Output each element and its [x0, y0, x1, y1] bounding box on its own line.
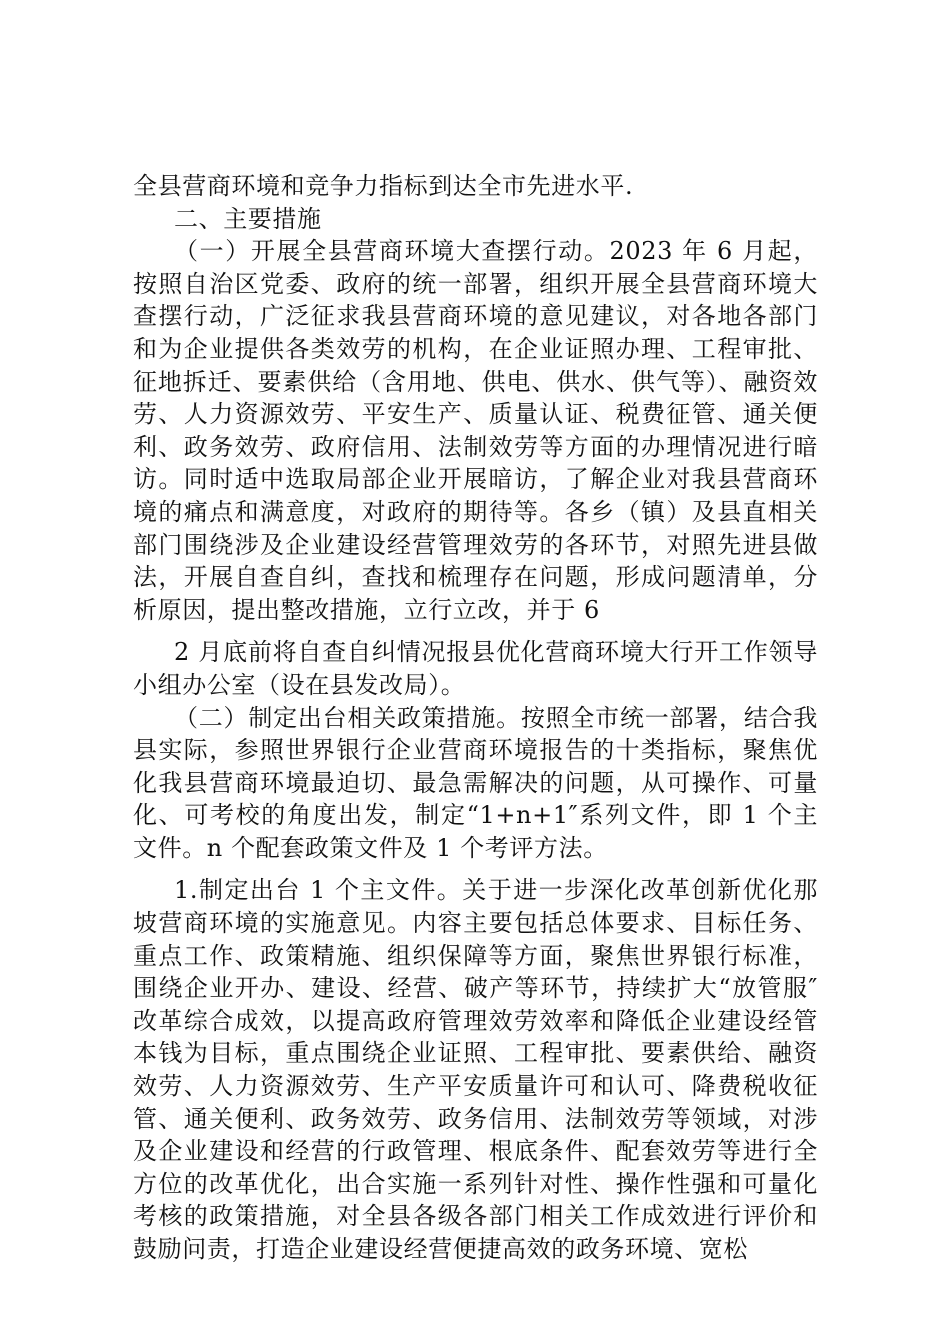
section-heading: 二、主要措施 [174, 204, 322, 233]
paragraph-deadline: 2 月底前将自查自纠情况报县优化营商环境大行开工作领导小组办公室（设在县发改局）。 [133, 638, 818, 699]
paragraph-main-document: 1.制定出台 1 个主文件。关于进一步深化改革创新优化那坡营商环境的实施意见。内容主要包括总体要求、目标任务、重点工作、政策精施、组织保障等方面，聚焦世界银行标准，围绕企业开办、建设、经营、破产等环节，持续扩大“放管服″改革综合成效，以提高政府管理效劳效率和降低企业建设经管本钱为目标，重点围绕企业证照、工程审批、要素供给、融资效劳、人力资源效劳、生产平安质量许可和认可、降费税收征管、通关便利、政务效劳、政务信用、法制效劳等领域，对涉及企业建设和经营的行政管理、根底条件、配套效劳等进行全方位的改革优化，出合实施一系列针对性、操作性强和可量化考核的政策措施，对全县各级各部门相关工作成效进行评价和鼓励问责，打造企业建设经营便捷高效的政务环境、宽松 [133, 876, 818, 1263]
paragraph-measure-2: （二）制定出台相关政策措施。按照全市统一部署，结合我县实际，参照世界银行企业营商环境报告的十类指标，聚焦优化我县营商环境最迫切、最急需解决的问题，从可操作、可量化、可考校的角度出发，制定“1+n+1″系列文件，即 1 个主文件。n 个配套政策文件及 1 个考评方法。 [133, 703, 818, 862]
paragraph-measure-1: （一）开展全县营商环境大查摆行动。2023 年 6 月起，按照自治区党委、政府的统一部署，组织开展全县营商环境大查摆行动，广泛征求我县营商环境的意见建议，对各地各部门和为企业提供各类效劳的机构，在企业证照办理、工程审批、征地拆迁、要素供给（含用地、供电、供水、供气等）、融资效劳、人力资源效劳、平安生产、质量认证、税费征管、通关便利、政务效劳、政府信用、法制效劳等方面的办理情况进行暗访。同时适中选取局部企业开展暗访，了解企业对我县营商环境的痛点和满意度，对政府的期待等。各乡（镇）及县直相关部门围绕涉及企业建设经营管理效劳的各环节，对照先进县做法，开展自查自纠，查找和梳理存在问题，形成问题清单，分析原因，提出整改措施，立行立改，并于 6 [133, 237, 818, 624]
document-body [133, 170, 818, 1266]
paragraph-continuation: 全县营商环境和竞争力指标到达全市先进水平. [133, 172, 634, 200]
